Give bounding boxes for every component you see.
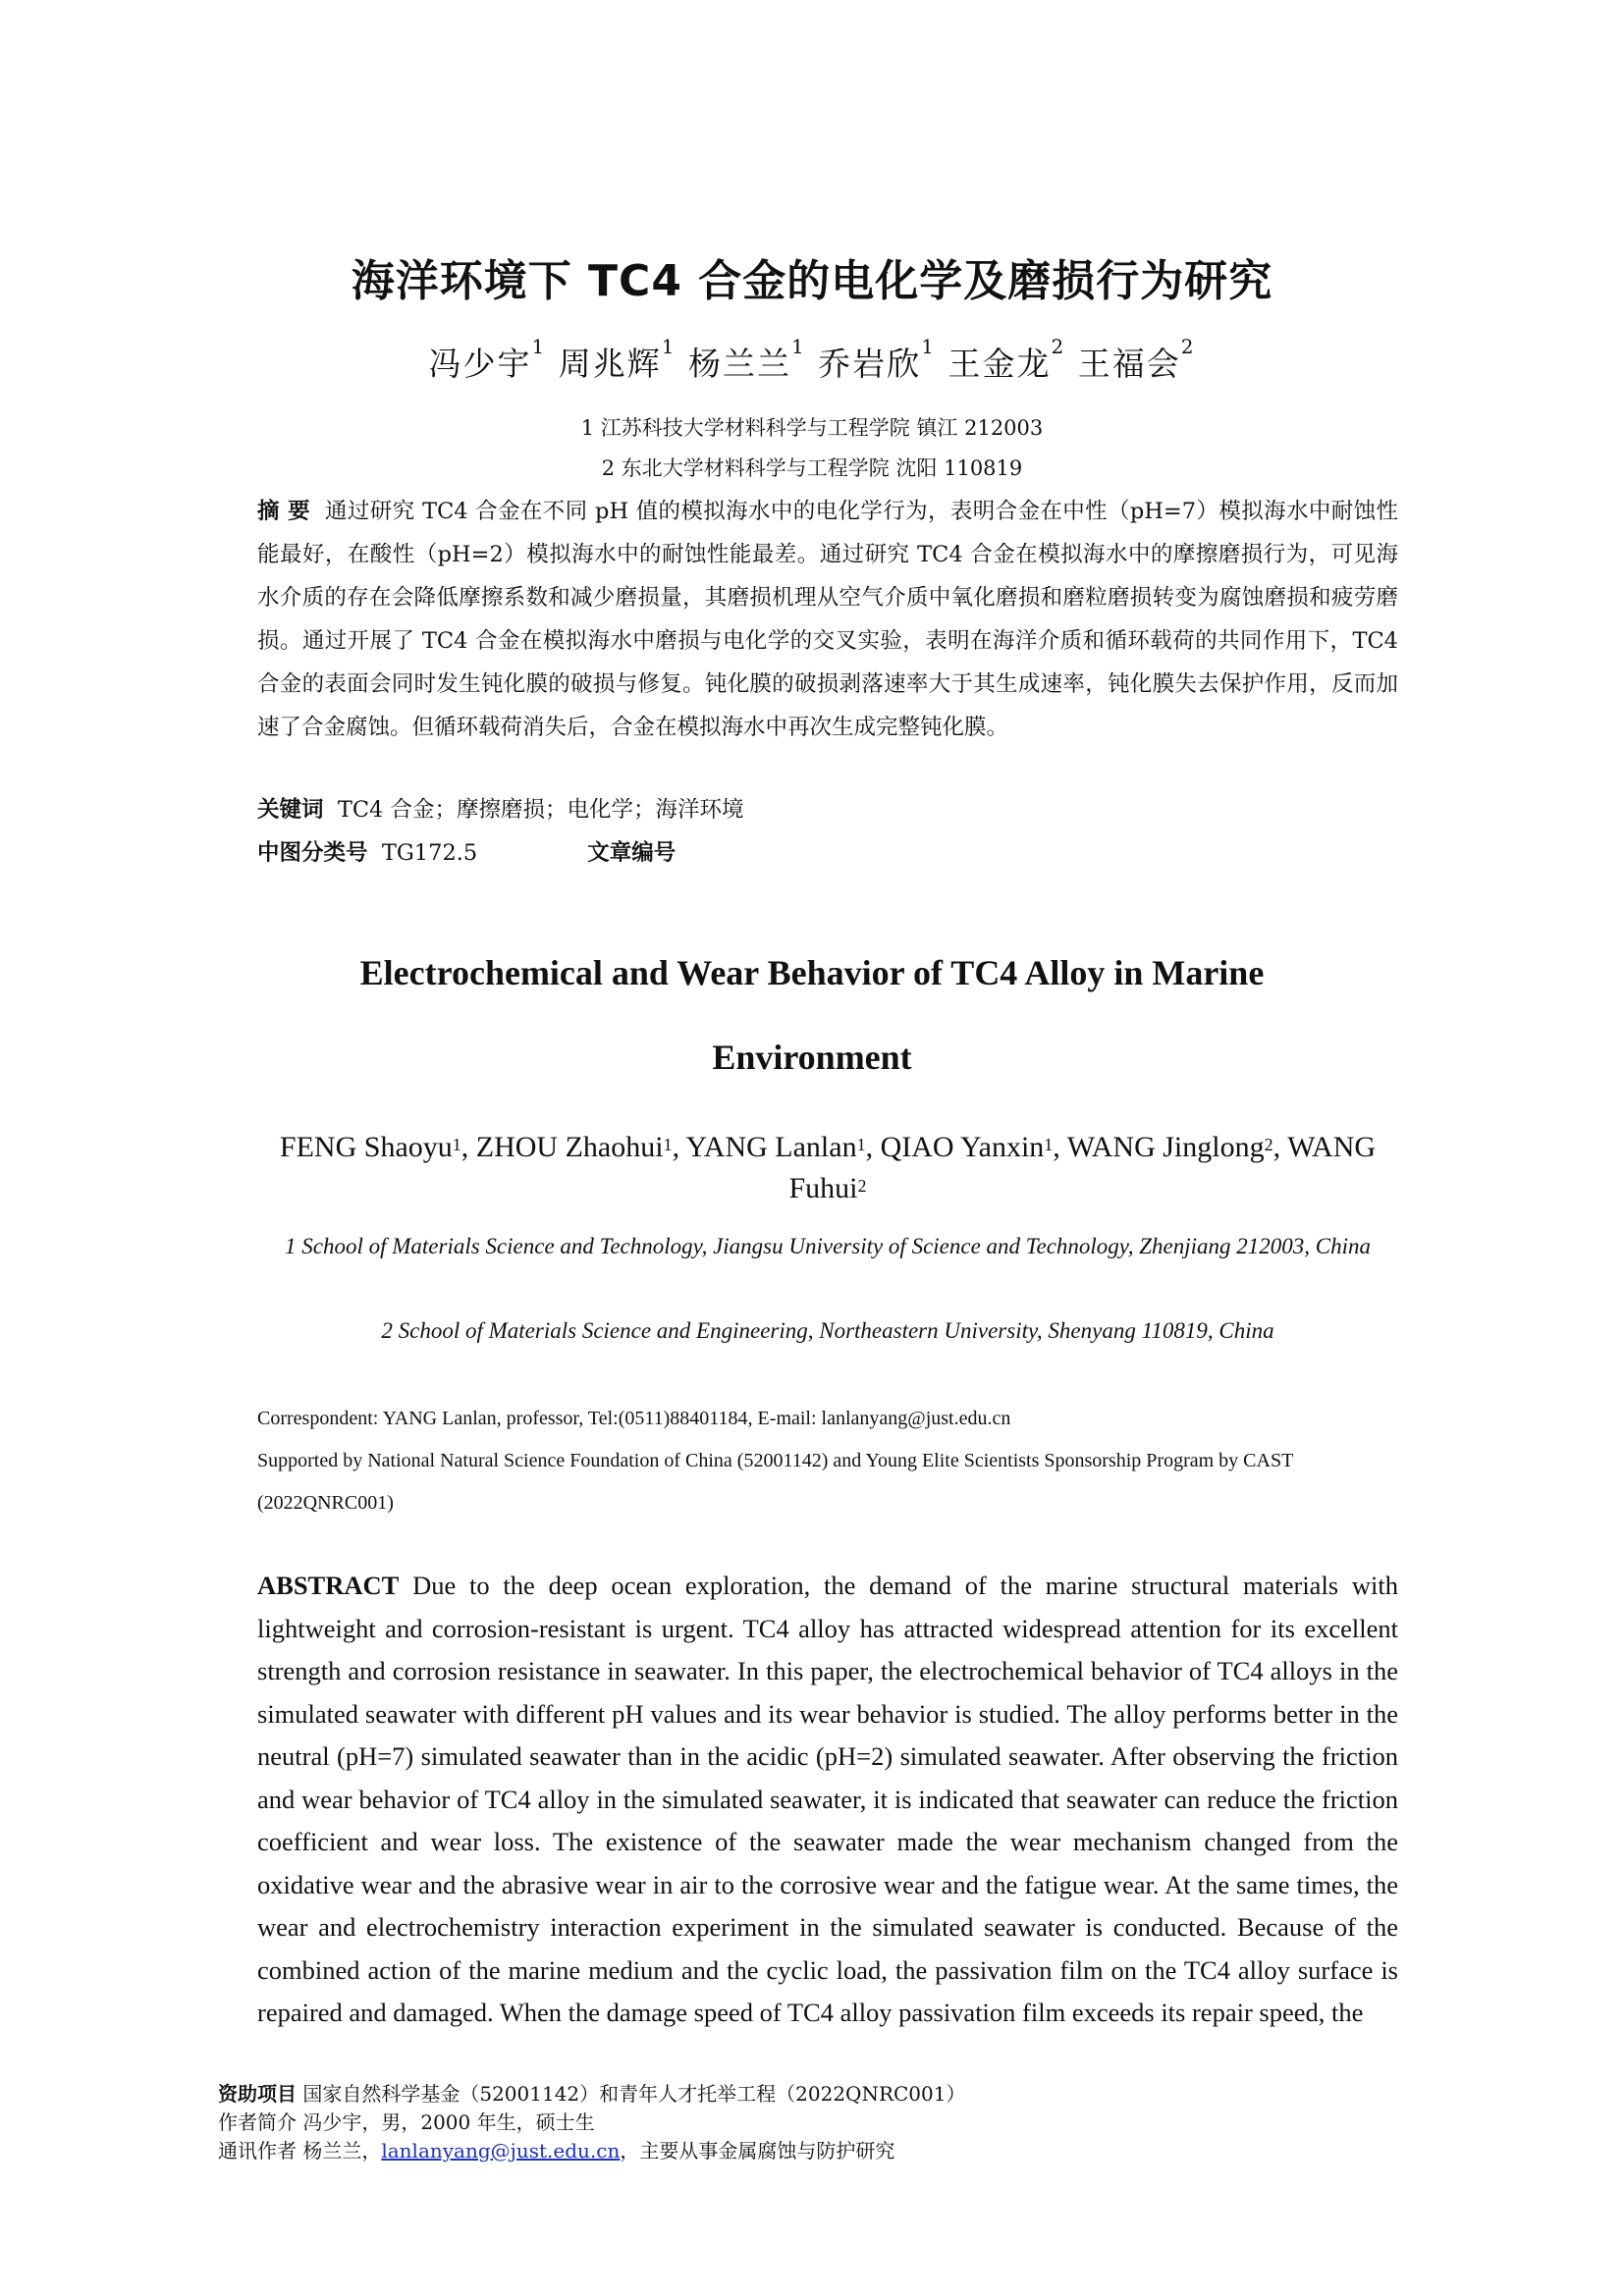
footnotes [218,2080,1396,2165]
corr-prefix: 通讯作者 杨兰兰， [218,2139,382,2163]
cn-author-aff: 1 [531,335,547,358]
cn-classification [257,831,1398,875]
footnote-corresponding [218,2137,1396,2165]
cn-author: 乔岩欣 [818,345,922,383]
footnote-author-intro: 作者简介 冯少宇，男，2000 年生，硕士生 [218,2110,595,2134]
footnote-funding [218,2080,1396,2109]
en-abstract-label: ABSTRACT [257,1571,400,1600]
en-support: Supported by National Natural Science Foundation of China (52001142) and Young Elite Scientists Sponsorship Program by CAST (2022QNRC001) [257,1450,1293,1514]
en-affiliation: 1 School of Materials Science and Technology, Jiangsu University of Science and Technology, Zhenjiang 212003, China [285,1234,1371,1258]
en-author: ZHOU Zhaohui [475,1131,664,1163]
corr-email-link[interactable]: lanlanyang@just.edu.cn [381,2139,621,2163]
funding-label: 资助项目 [218,2082,297,2106]
cn-class-value: TG172.5 [381,840,478,866]
cn-author-aff: 1 [661,335,677,358]
cn-title: 海洋环境下 TC4 合金的电化学及磨损行为研究 [351,256,1273,306]
cn-author-aff: 1 [791,335,806,358]
en-author-aff: 1 [1044,1135,1054,1154]
en-abstract [257,1565,1398,2035]
en-author-aff: 1 [856,1135,866,1154]
en-author-aff: 2 [857,1176,867,1196]
cn-keywords [257,788,1398,831]
en-authors: FENG Shaoyu$^1$, ZHOU Zhaohui$^1$, YANG Lanlan$^1$, QIAO Yanxin$^1$, WANG Jinglong$^2$, WANG Fuhui$^2$ [279,1131,1377,1204]
cn-author: 杨兰兰 [688,345,792,383]
cn-author: 王福会 [1077,345,1181,383]
corr-suffix: ，主要从事金属腐蚀与防护研究 [620,2139,895,2163]
cn-authors [0,335,1624,385]
en-author: WANG Jinglong [1066,1131,1265,1163]
cn-abstract-text: 通过研究 TC4 合金在不同 pH 值的模拟海水中的电化学行为，表明合金在中性（pH=7）模拟海水中耐蚀性能最好，在酸性（pH=2）模拟海水中的耐蚀性能最差。通过研究 TC4 合金在模拟海水中的摩擦磨损行为，可见海水介质的存在会降低摩擦系数和减少磨损量，其磨损机理从空气介质中氧化磨损和磨粒磨损转变为腐蚀磨损和疲劳磨损。通过开展了 TC4 合金在模拟海水中磨损与电化学的交叉实验，表明在海洋介质和循环载荷的共同作用下，TC4 合金的表面会同时发生钝化膜的破损与修复。钝化膜的破损剥落速率大于其生成速率，钝化膜失去保护作用，反而加速了合金腐蚀。但循环载荷消失后，合金在模拟海水中再次生成完整钝化膜。 [257,499,1398,740]
cn-author: 周兆辉 [558,345,662,383]
cn-keywords-text: TC4 合金；摩擦磨损；电化学；海洋环境 [337,797,744,823]
funding-text: 国家自然科学基金（52001142）和青年人才托举工程（2022QNRC001） [302,2082,966,2106]
cn-author-aff: 2 [1180,335,1196,358]
en-author-aff: 1 [663,1135,673,1154]
cn-affiliation: 1 江苏科技大学材料科学与工程学院 镇江 212003 [580,416,1044,440]
en-author-aff: 2 [1264,1135,1273,1154]
en-correspondent: Correspondent: YANG Lanlan, professor, Tel:(0511)88401184, E-mail: lanlanyang@just.edu.cn [257,1408,1011,1429]
en-author-aff: 1 [452,1135,461,1154]
cn-author-aff: 2 [1051,335,1066,358]
cn-author-aff: 1 [921,335,936,358]
en-author: FENG Shaoyu [279,1131,453,1163]
cn-abstract [257,490,1398,749]
en-affiliation: 2 School of Materials Science and Engineering, Northeastern University, Shenyang 110819, China [381,1318,1274,1343]
cn-keywords-label: 关键词 [257,797,324,823]
cn-author: 冯少宇 [428,345,532,383]
en-abstract-text: Due to the deep ocean exploration, the demand of the marine structural materials with lightweight and corrosion-resistant is urgent. TC4 alloy has attracted widespread attention for its excellent strength and corrosion resistance in seawater. In this paper, the electrochemical behavior of TC4 alloys in the simulated seawater with different pH values and its wear behavior is studied. The alloy performs better in the neutral (pH=7) simulated seawater than in the acidic (pH=2) simulated seawater. After observing the friction and wear behavior of TC4 alloy in the simulated seawater, it is indicated that seawater can reduce the friction coefficient and wear loss. The existence of the seawater made the wear mechanism changed from the oxidative wear and the abrasive wear in air to the corrosive wear and the fatigue wear. At the same times, the wear and electrochemistry interaction experiment in the simulated seawater is conducted. Because of the combined action of the marine medium and the cyclic load, the passivation film on the TC4 alloy surface is repaired and damaged. When the damage speed of TC4 alloy passivation film exceeds its repair speed, the [257,1571,1399,2027]
cn-author: 王金龙 [947,345,1052,383]
cn-abstract-label: 摘 要 [257,499,310,524]
en-author: YANG Lanlan [685,1131,857,1163]
cn-class-label: 中图分类号 [257,840,368,866]
en-author: QIAO Yanxin [880,1131,1045,1163]
cn-article-no-label: 文章编号 [587,840,677,866]
en-title: Electrochemical and Wear Behavior of TC4 Alloy in Marine Environment [359,953,1265,1077]
cn-affiliation: 2 东北大学材料科学与工程学院 沈阳 110819 [601,456,1023,480]
en-author: WANG Fuhui [788,1131,1377,1204]
